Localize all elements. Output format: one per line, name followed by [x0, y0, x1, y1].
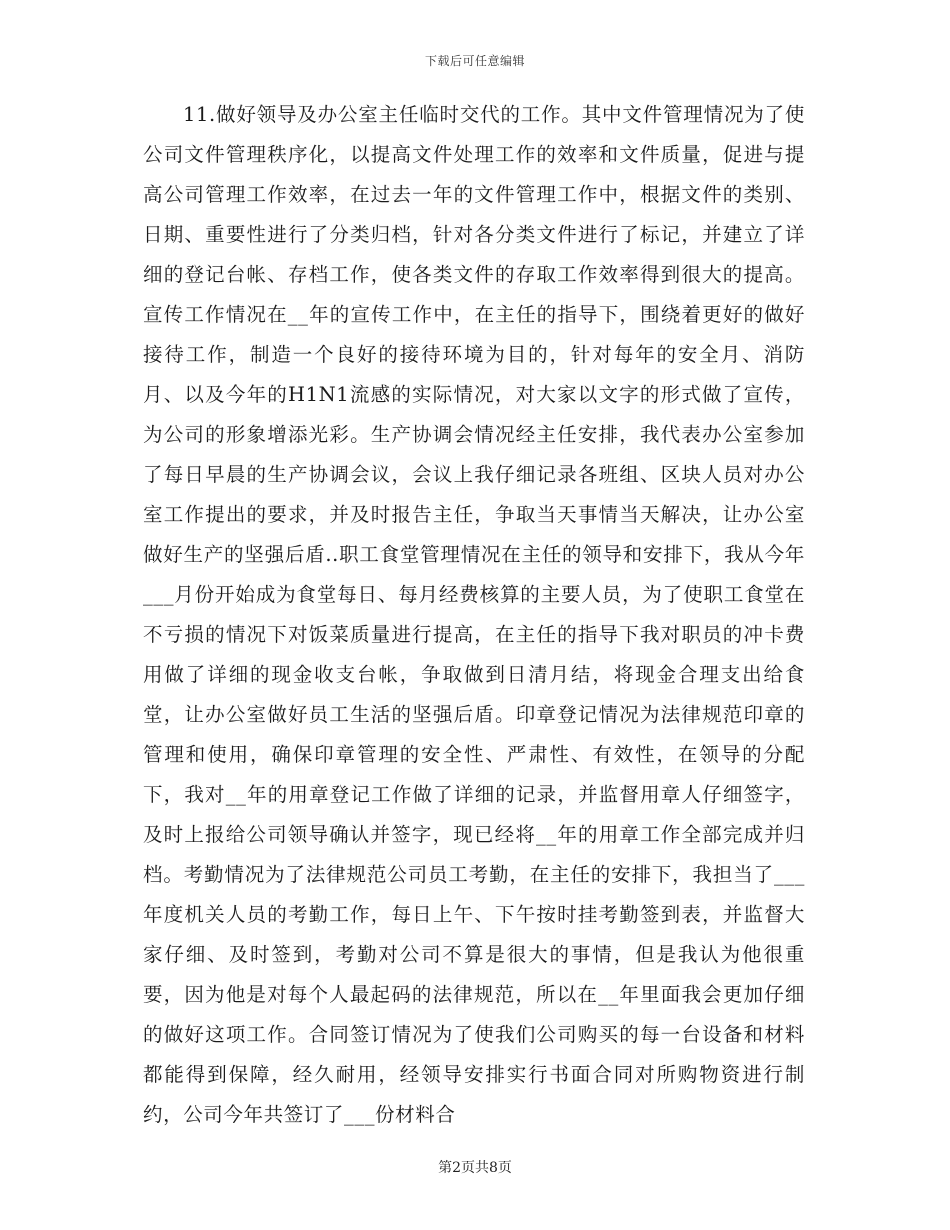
body-paragraph: 11.做好领导及办公室主任临时交代的工作。其中文件管理情况为了使公司文件管理秩序化，以提高文件处理工作的效率和文件质量，促进与提高公司管理工作效率，在过去一年的文件管理工作中，根据文件的类别、日期、重要性进行了分类归档，针对各分类文件进行了标记，并建立了详细的登记台帐、存档工作，使各类文件的存取工作效率得到很大的提高。宣传工作情况在__年的宣传工作中，在主任的指导下，围绕着更好的做好接待工作，制造一个良好的接待环境为目的，针对每年的安全月、消防月、以及今年的H1N1流感的实际情况，对大家以文字的形式做了宣传，为公司的形象增添光彩。生产协调会情况经主任安排，我代表办公室参加了每日早晨的生产协调会议，会议上我仔细记录各班组、区块人员对办公室工作提出的要求，并及时报告主任，争取当天事情当天解决，让办公室做好生产的坚强后盾..职工食堂管理情况在主任的领导和安排下，我从今年___月份开始成为食堂每日、每月经费核算的主要人员，为了使职工食堂在不亏损的情况下对饭菜质量进行提高，在主任的指导下我对职员的冲卡费用做了详细的现金收支台帐，争取做到日清月结，将现金合理支出给食堂，让办公室做好员工生活的坚强后盾。印章登记情况为法律规范印章的管理和使用，确保印章管理的安全性、严肃性、有效性，在领导的分配下，我对__年的用章登记工作做了详细的记录，并监督用章人仔细签字，及时上报给公司领导确认并签字，现已经将__年的用章工作全部完成并归档。考勤情况为了法律规范公司员工考勤，在主任的安排下，我担当了___年度机关人员的考勤工作，每日上午、下午按时挂考勤签到表，并监督大家仔细、及时签到，考勤对公司不算是很大的事情，但是我认为他很重要，因为他是对每个人最起码的法律规范，所以在__年里面我会更加仔细的做好这项工作。合同签订情况为了使我们公司购买的每一台设备和材料都能得到保障，经久耐用，经领导安排实行书面合同对所购物资进行制约，公司今年共签订了___份材料合	[143, 103, 805, 1126]
page-number: 第2页共8页	[438, 1160, 512, 1176]
page-header: 下载后可任意编辑	[424, 54, 525, 68]
